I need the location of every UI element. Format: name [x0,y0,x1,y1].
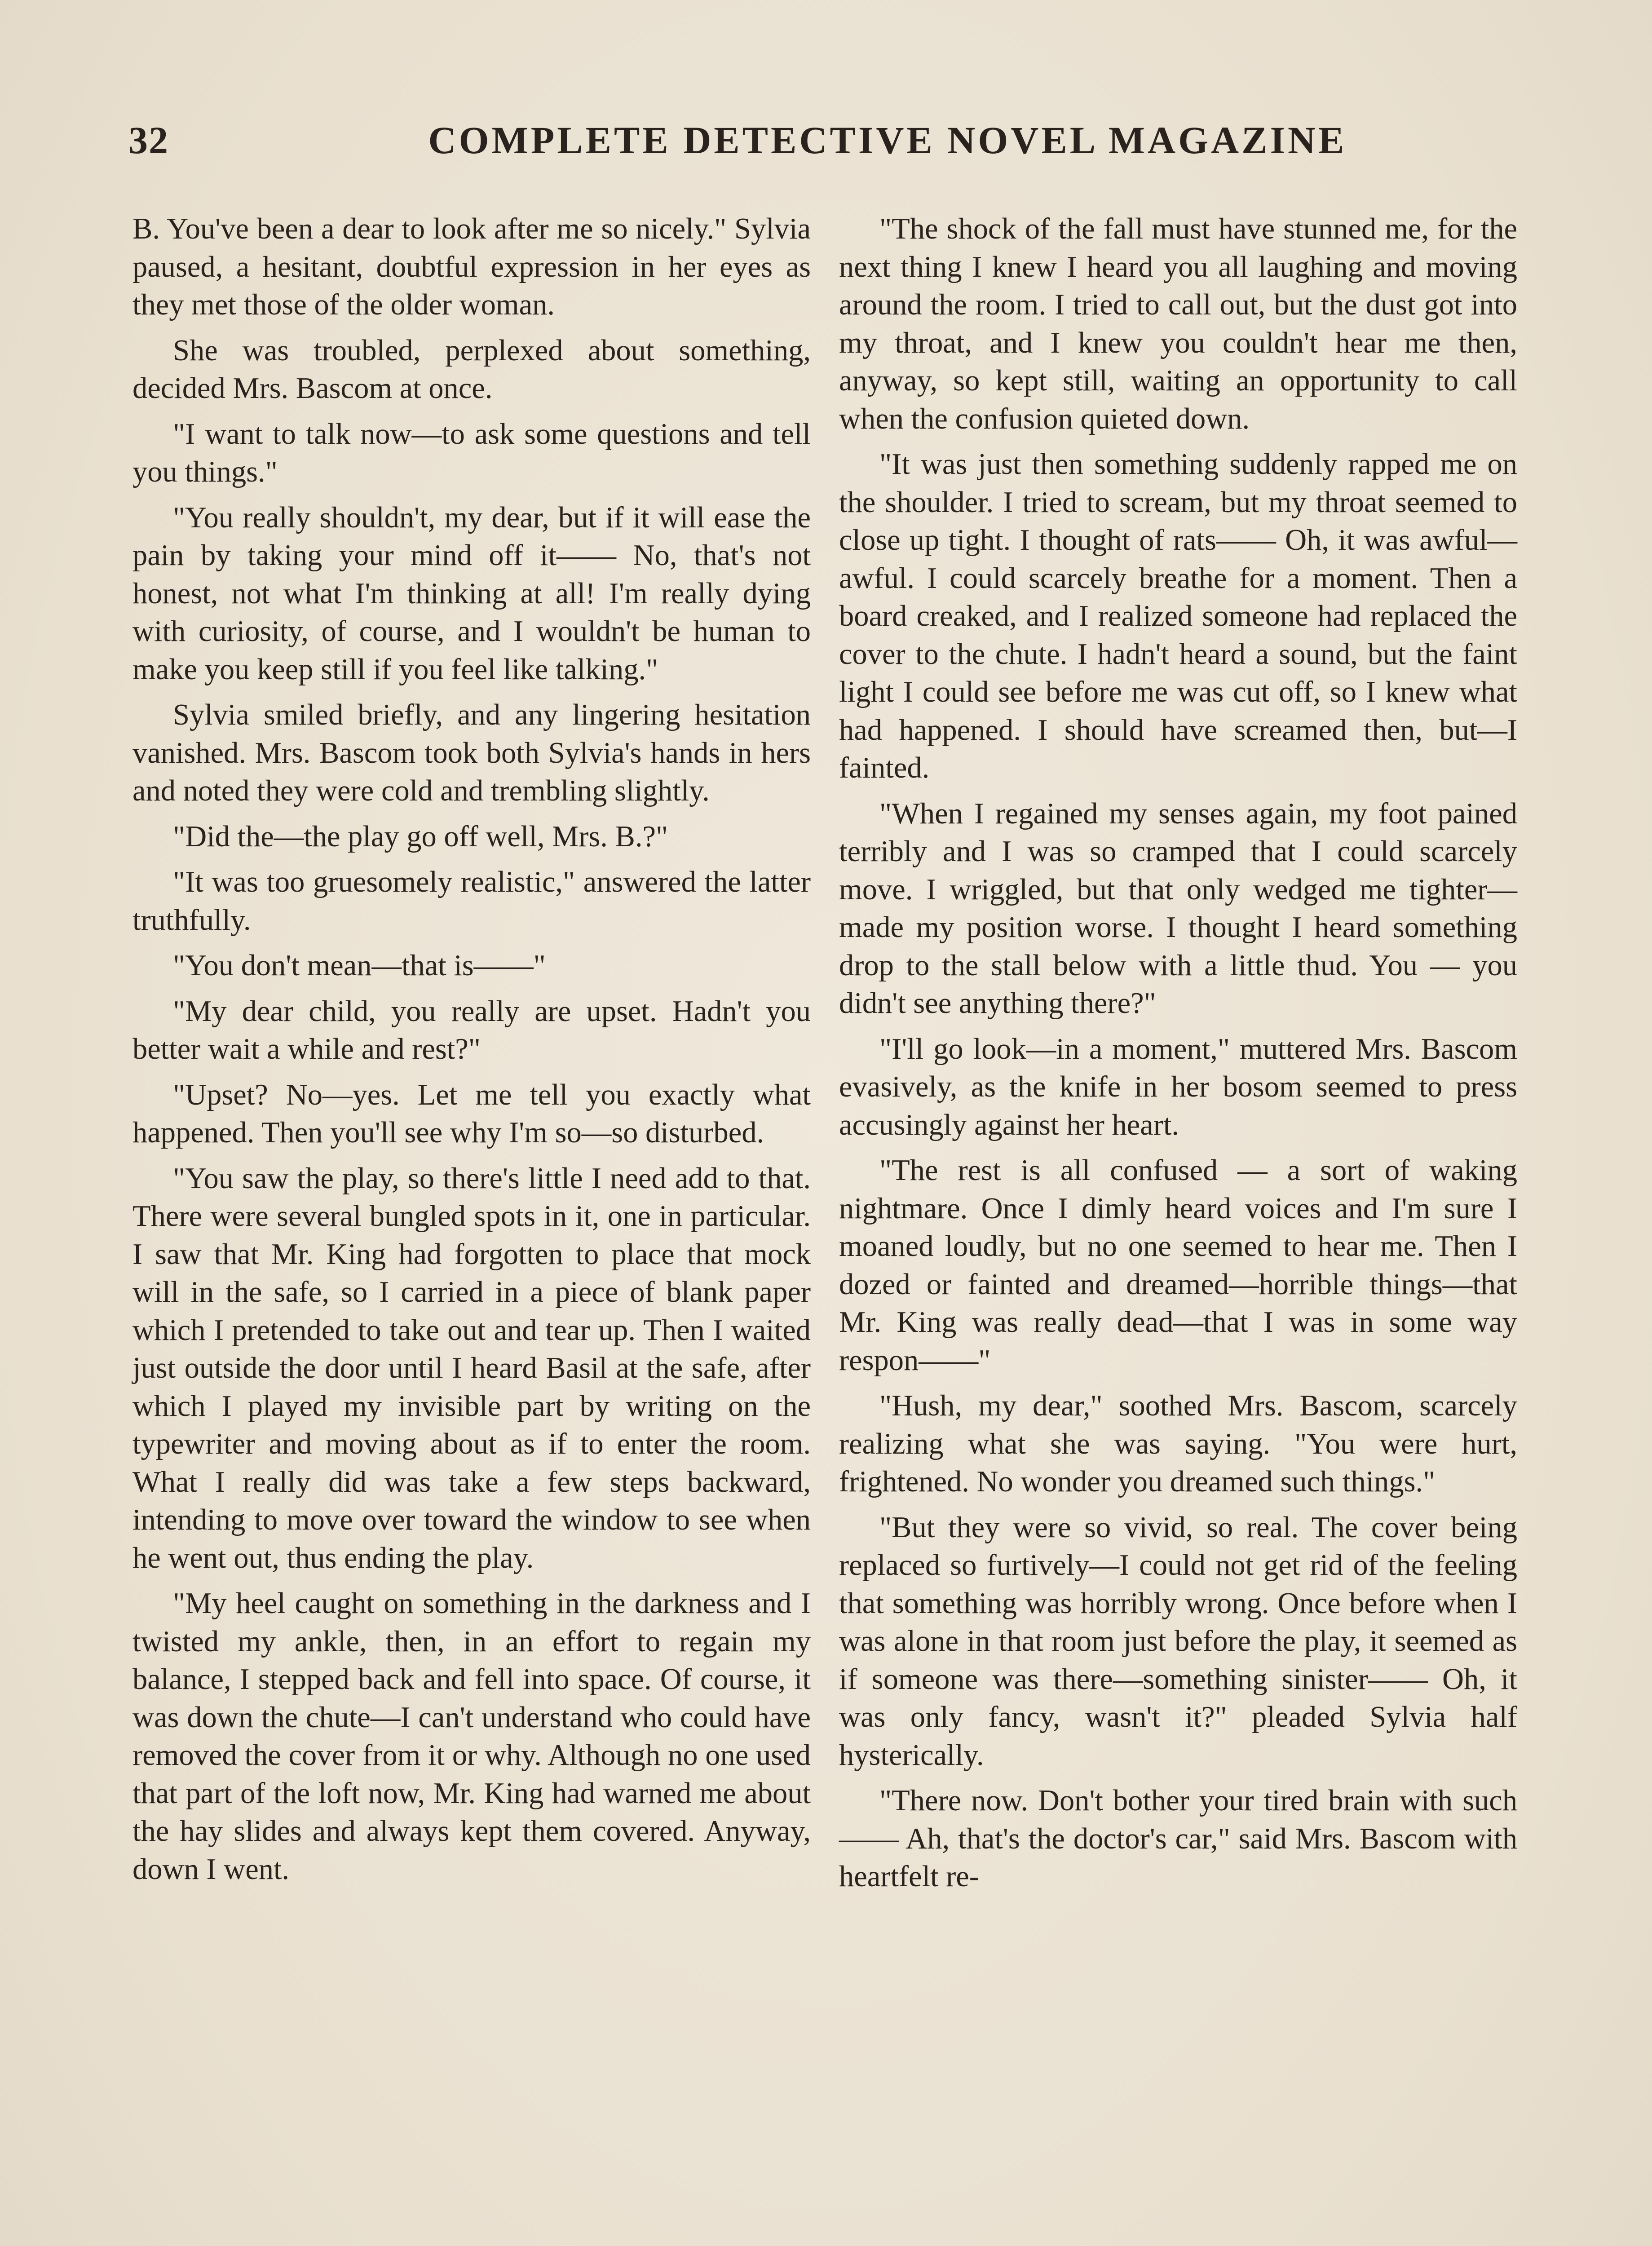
paragraph: "Hush, my dear," soothed Mrs. Bascom, scarcely realizing what she was saying. "You were hurt, frightened. No wonder you dreamed such things." [839,1389,1517,1498]
right-column [839,210,1517,1904]
paragraph: "When I regained my senses again, my foot pained terribly and I was so cramped that I could scarcely move. I wriggled, but that only wedged me tighter—made my position worse. I thought I heard something drop to the stall below with a little thud. You — you didn't see anything there?" [839,797,1517,1020]
paragraph: "Upset? No—yes. Let me tell you exactly what happened. Then you'll see why I'm so—so disturbed. [133,1078,811,1149]
paragraph: "There now. Don't bother your tired brain with such—— Ah, that's the doctor's car," said Mrs. Bascom with heartfelt re- [839,1784,1517,1893]
running-title: COMPLETE DETECTIVE NOVEL MAGAZINE [428,119,1347,162]
page-header [128,118,1512,167]
paragraph: "I'll go look—in a moment," muttered Mrs. Bascom evasively, as the knife in her bosom seemed to press accusingly against her heart. [839,1032,1517,1141]
paragraph: "You don't mean—that is——" [173,949,546,982]
paragraph: B. You've been a dear to look after me so nicely." Sylvia paused, a hesitant, doubtful expression in her eyes as they met those of the older woman. [133,212,811,321]
paragraph: "The rest is all confused — a sort of waking nightmare. Once I dimly heard voices and I'm sure I moaned loudly, but no one seemed to hear me. Then I dozed or fainted and dreamed—horrible things—that Mr. King was really dead—that I was in some way respon——" [839,1154,1517,1377]
paragraph: "I want to talk now—to ask some questions and tell you things." [133,417,811,488]
paragraph: "It was just then something suddenly rapped me on the shoulder. I tried to scream, but my throat seemed to close up tight. I thought of rats—— Oh, it was awful—awful. I could scarcely breathe for a moment. Then a board creaked, and I realized someone had replaced the cover to the chute. I hadn't heard a sound, but the faint light I could see before me was cut off, so I knew what had happened. I should have screamed then, but—I fainted. [839,448,1517,784]
paragraph: Sylvia smiled briefly, and any lingering hesitation vanished. Mrs. Bascom took both Sylvia's hands in hers and noted they were cold and trembling slightly. [133,699,811,807]
paragraph: "It was too gruesomely realistic," answered the latter truthfully. [133,866,811,937]
paragraph: "You saw the play, so there's little I need add to that. There were several bungled spots in it, one in particular. I saw that Mr. King had forgotten to place that mock will in the safe, so I carried in a piece of blank paper which I pretended to take out and tear up. Then I waited just outside the door until I heard Basil at the safe, after which I played my invisible part by writing on the typewriter and moving about as if to enter the room. What I really did was take a few steps backward, intending to move over toward the window to see when he went out, thus ending the play. [133,1162,811,1574]
page-number: 32 [128,119,169,162]
paragraph: She was troubled, perplexed about something, decided Mrs. Bascom at once. [133,334,811,405]
paragraph: "My dear child, you really are upset. Hadn't you better wait a while and rest?" [133,995,811,1066]
left-column [133,210,811,1896]
paragraph: "Did the—the play go off well, Mrs. B.?" [173,820,668,853]
paragraph: "The shock of the fall must have stunned me, for the next thing I knew I heard you all laughing and moving around the room. I tried to call out, but the dust got into my throat, and I knew you couldn't hear me then, anyway, so kept still, waiting an opportunity to call when the confusion quieted down. [839,212,1517,435]
paragraph: "You really shouldn't, my dear, but if it will ease the pain by taking your mind off it—— No, that's not honest, not what I'm thinking at all! I'm really dying with curiosity, of course, and I wouldn't be human to make you keep still if you feel like talking." [133,501,811,686]
paragraph: "But they were so vivid, so real. The cover being replaced so furtively—I could not get rid of the feeling that something was horribly wrong. Once before when I was alone in that room just before the play, it seemed as if someone was there—something sinister—— Oh, it was only fancy, wasn't it?" pleaded Sylvia half hysterically. [839,1511,1517,1772]
paragraph: "My heel caught on something in the darkness and I twisted my ankle, then, in an effort to regain my balance, I stepped back and fell into space. Of course, it was down the chute—I can't understand who could have removed the cover from it or why. Although no one used that part of the loft now, Mr. King had warned me about the hay slides and always kept them covered. Anyway, down I went. [133,1587,811,1886]
